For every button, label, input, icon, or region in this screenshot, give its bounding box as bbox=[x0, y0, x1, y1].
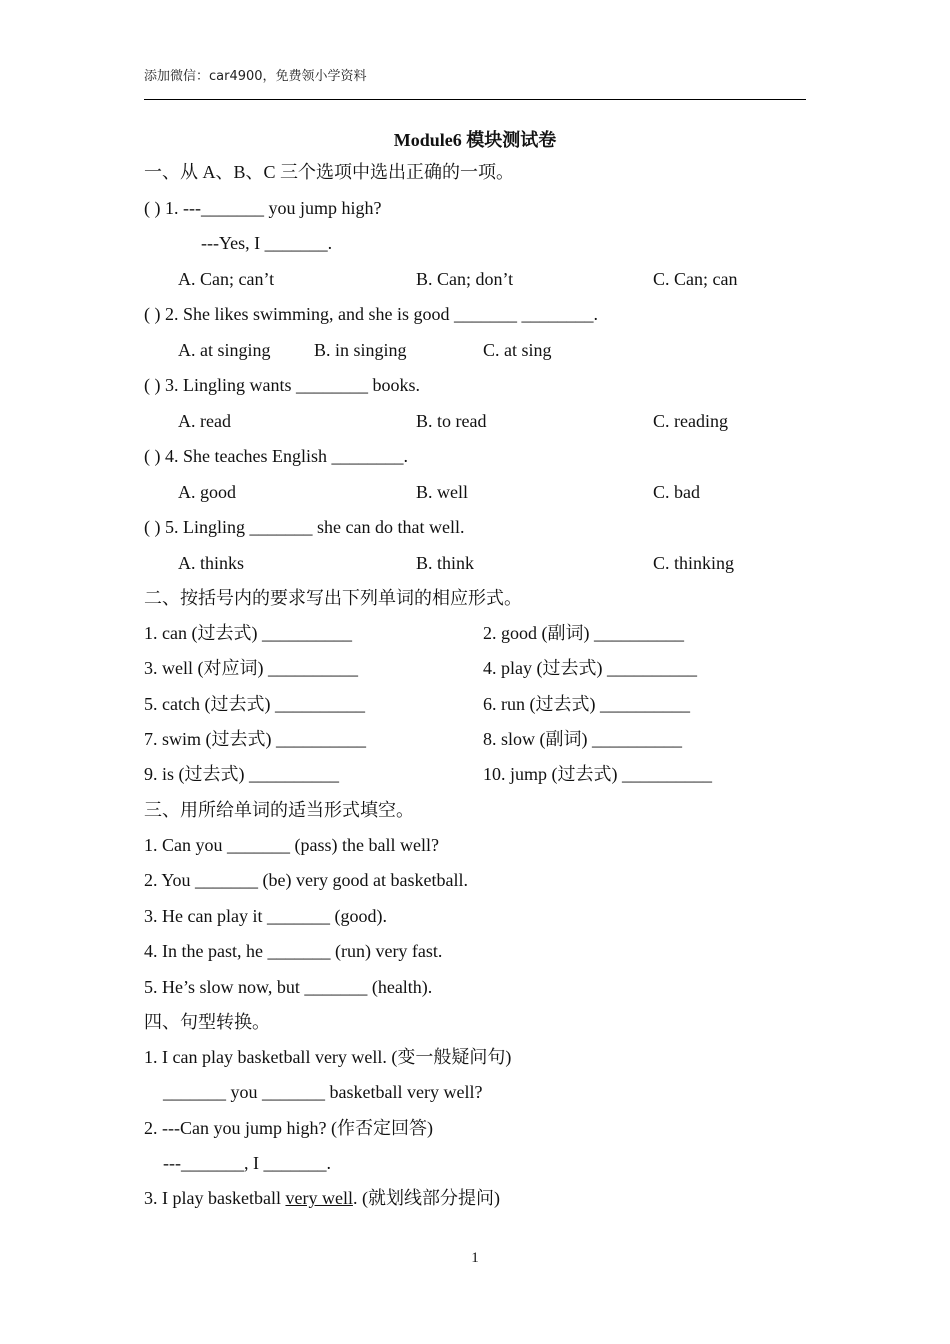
transform-q3-pre: 3. I play basketball bbox=[144, 1188, 286, 1208]
transform-q1-answer: _______ you _______ basketball very well? bbox=[163, 1082, 483, 1102]
q5-stem: ( ) 5. Lingling _______ she can do that well. bbox=[144, 517, 465, 537]
q4-stem: ( ) 4. She teaches English ________. bbox=[144, 446, 408, 466]
q2-stem: ( ) 2. She likes swimming, and she is good _______ ________. bbox=[144, 304, 598, 324]
section1-heading: 一、从 A、B、C 三个选项中选出正确的一项。 bbox=[144, 162, 515, 182]
section2-heading: 二、按括号内的要求写出下列单词的相应形式。 bbox=[144, 588, 522, 608]
transform-q2-answer: ---_______, I _______. bbox=[163, 1153, 331, 1173]
transform-q1-stem: 1. I can play basketball very well. (变一般疑问句) bbox=[144, 1047, 512, 1067]
word-form-item: 8. slow (副词) __________ bbox=[483, 729, 682, 749]
header-divider bbox=[144, 99, 806, 100]
q4-option-b: B. well bbox=[416, 482, 468, 502]
q1-stem: ( ) 1. ---_______ you jump high? bbox=[144, 198, 382, 218]
word-form-item: 5. catch (过去式) __________ bbox=[144, 694, 365, 714]
q1-option-a: A. Can; can’t bbox=[178, 269, 275, 289]
word-form-item: 6. run (过去式) __________ bbox=[483, 694, 690, 714]
word-form-item: 7. swim (过去式) __________ bbox=[144, 729, 366, 749]
word-form-item: 9. is (过去式) __________ bbox=[144, 764, 339, 784]
transform-q3-stem bbox=[144, 1187, 500, 1209]
q2-option-a: A. at singing bbox=[178, 340, 271, 360]
word-form-item: 10. jump (过去式) __________ bbox=[483, 764, 712, 784]
q3-option-b: B. to read bbox=[416, 411, 487, 431]
q4-option-a: A. good bbox=[178, 482, 236, 502]
word-form-item: 1. can (过去式) __________ bbox=[144, 623, 352, 643]
q5-option-a: A. thinks bbox=[178, 553, 245, 573]
fill-blank-item: 4. In the past, he _______ (run) very fast. bbox=[144, 941, 443, 961]
q3-option-a: A. read bbox=[178, 411, 231, 431]
q1-stem-reply: ---Yes, I _______. bbox=[201, 233, 333, 253]
q3-option-c: C. reading bbox=[653, 411, 728, 431]
q1-option-c: C. Can; can bbox=[653, 269, 738, 289]
q2-option-b: B. in singing bbox=[314, 340, 407, 360]
page-title: Module6 模块测试卷 bbox=[393, 130, 557, 150]
fill-blank-item: 1. Can you _______ (pass) the ball well? bbox=[144, 835, 439, 855]
fill-blank-item: 2. You _______ (be) very good at basketball. bbox=[144, 870, 468, 890]
section3-heading: 三、用所给单词的适当形式填空。 bbox=[144, 800, 414, 820]
transform-q3-post: . (就划线部分提问) bbox=[352, 1188, 500, 1208]
word-form-item: 4. play (过去式) __________ bbox=[483, 658, 697, 678]
q4-option-c: C. bad bbox=[653, 482, 700, 502]
section4-heading: 四、句型转换。 bbox=[144, 1012, 270, 1032]
transform-q3-underlined: very well bbox=[285, 1188, 353, 1208]
page-number: 1 bbox=[471, 1250, 479, 1266]
q5-option-c: C. thinking bbox=[653, 553, 735, 573]
word-form-item: 3. well (对应词) __________ bbox=[144, 658, 358, 678]
q5-option-b: B. think bbox=[416, 553, 475, 573]
q1-option-b: B. Can; don’t bbox=[416, 269, 514, 289]
q3-stem: ( ) 3. Lingling wants ________ books. bbox=[144, 375, 420, 395]
fill-blank-item: 3. He can play it _______ (good). bbox=[144, 906, 387, 926]
word-form-item: 2. good (副词) __________ bbox=[483, 623, 684, 643]
transform-q2-stem: 2. ---Can you jump high? (作否定回答) bbox=[144, 1118, 433, 1138]
q2-option-c: C. at sing bbox=[483, 340, 552, 360]
header-note: 添加微信：car4900，免费领小学资料 bbox=[144, 69, 367, 84]
fill-blank-item: 5. He’s slow now, but _______ (health). bbox=[144, 977, 433, 997]
